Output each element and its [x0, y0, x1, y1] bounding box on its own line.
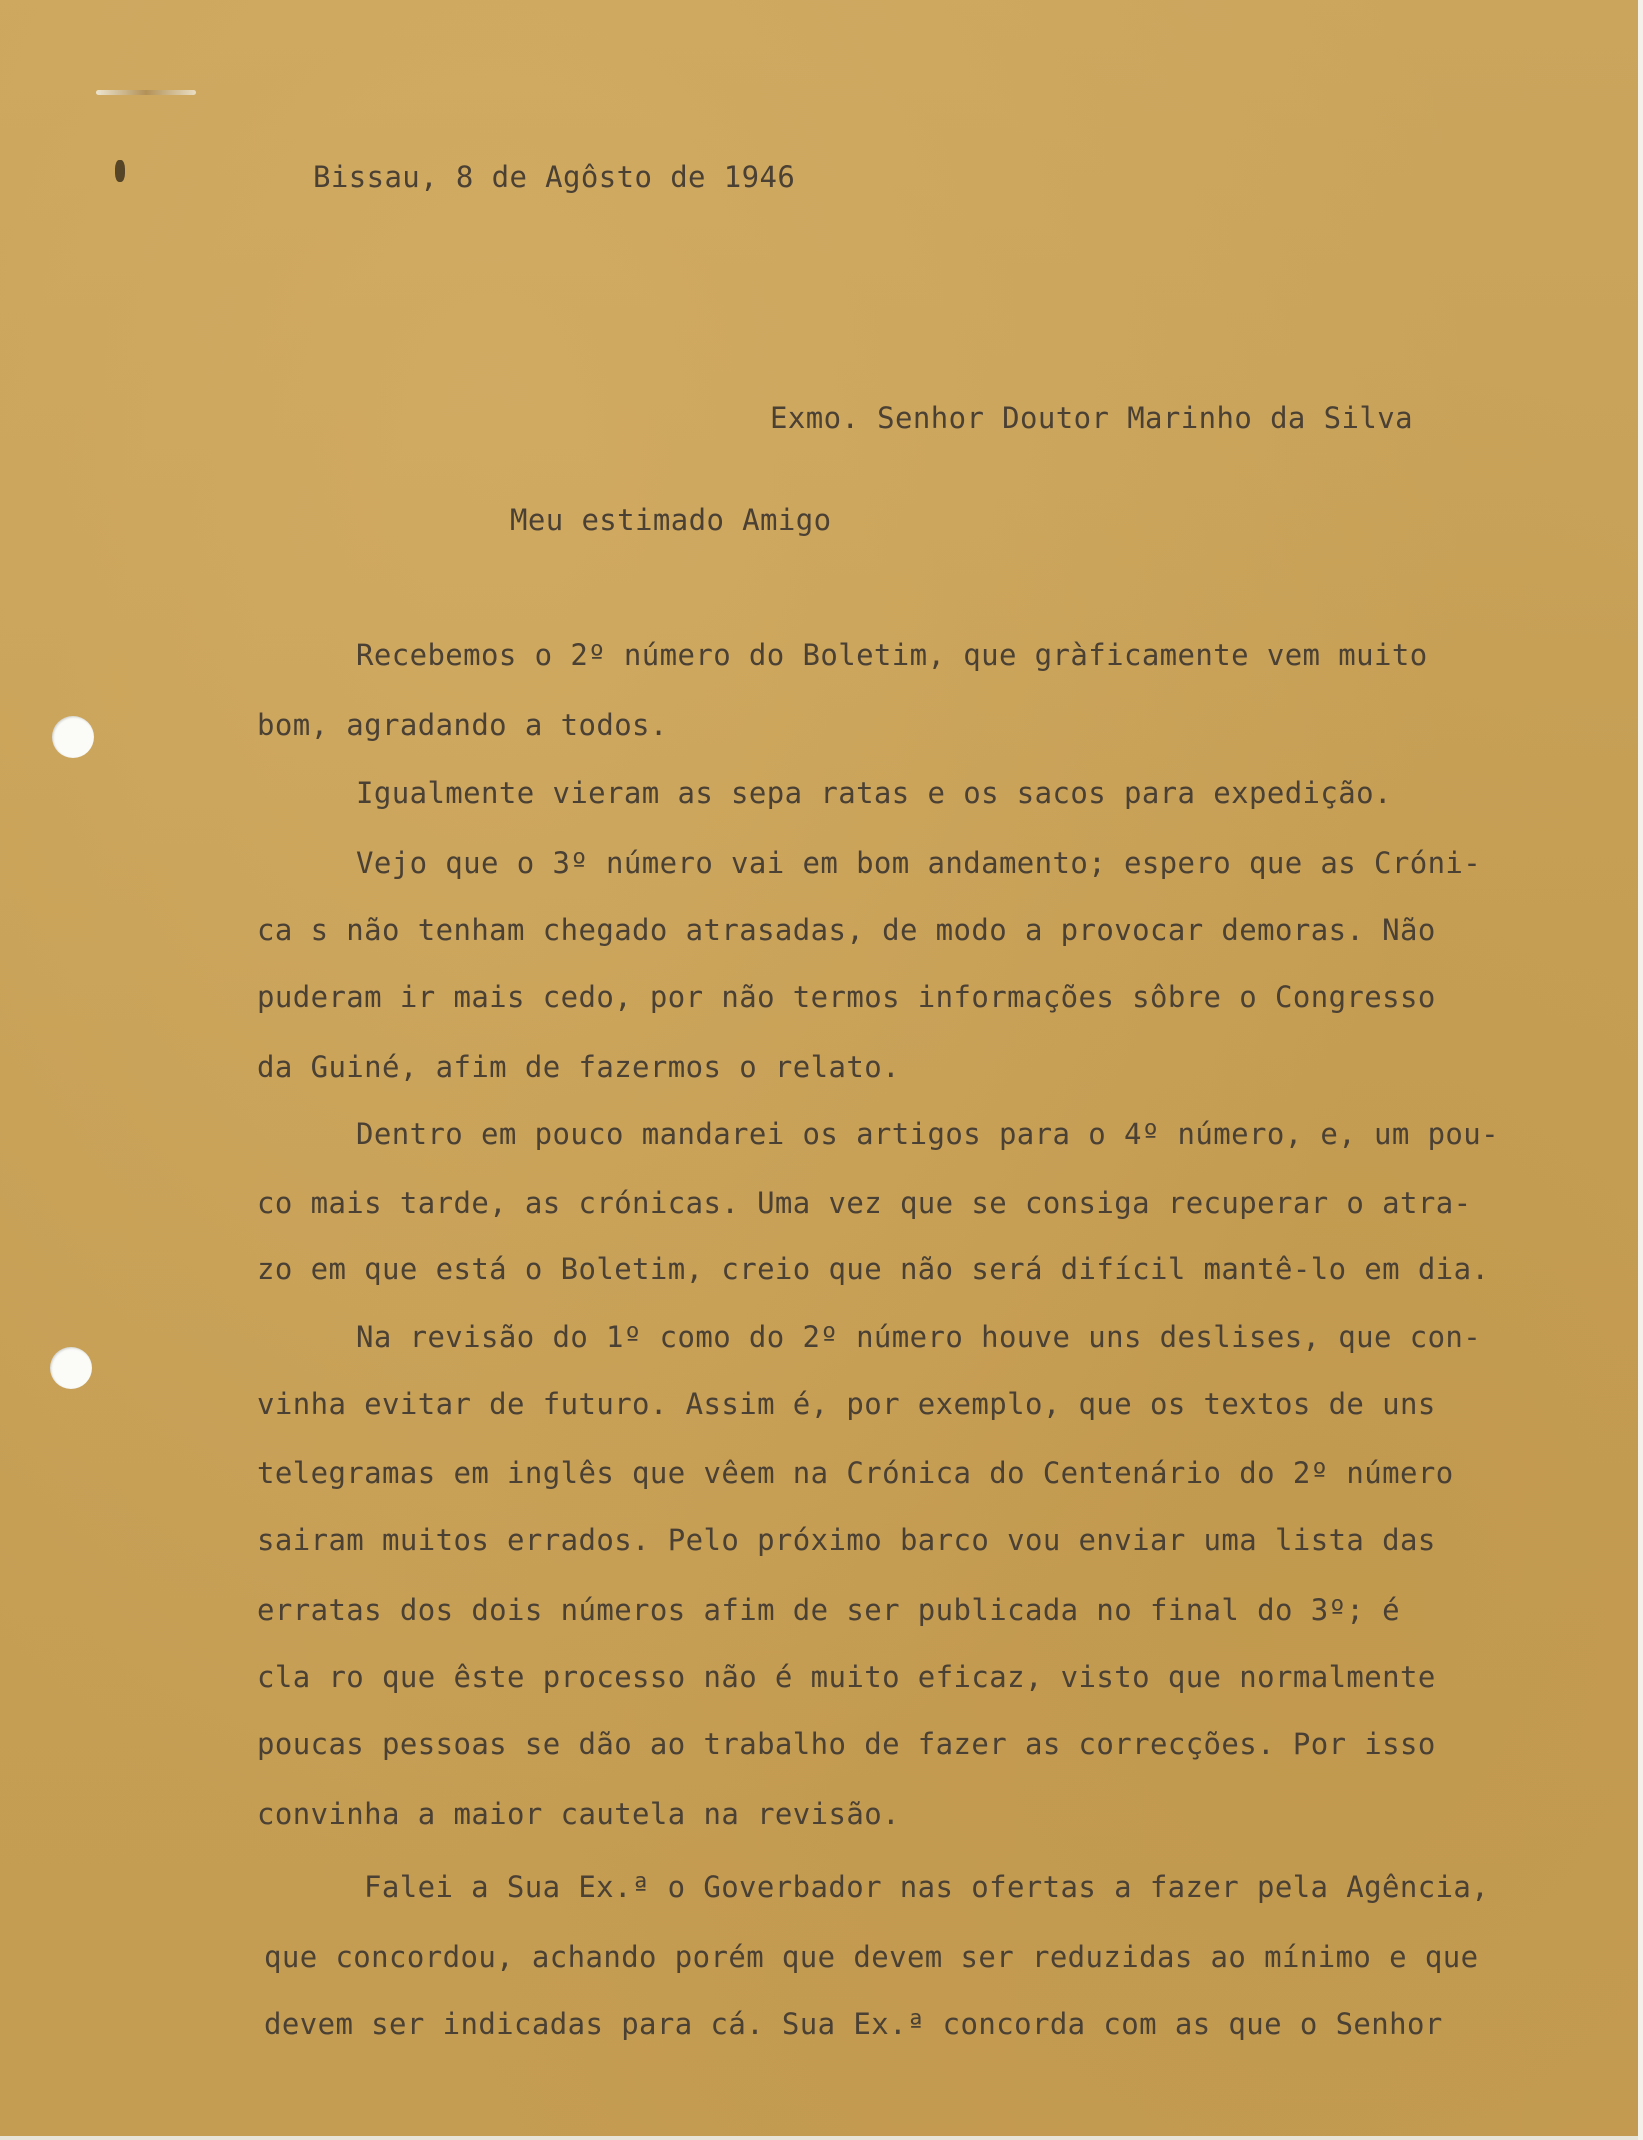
- fold-mark: [96, 90, 196, 95]
- body-line: co mais tarde, as crónicas. Uma vez que se consiga recuperar o atra-: [257, 1186, 1472, 1220]
- punch-hole-bottom: [50, 1347, 92, 1389]
- punch-hole-top: [52, 716, 94, 758]
- body-line: ca s não tenham chegado atrasadas, de modo a provocar demoras. Não: [257, 913, 1436, 947]
- body-line: convinha a maior cautela na revisão.: [257, 1797, 900, 1831]
- body-line: vinha evitar de futuro. Assim é, por exemplo, que os textos de uns: [257, 1387, 1436, 1421]
- ink-stain: [115, 160, 125, 182]
- body-line: Falei a Sua Ex.ª o Goverbador nas ofertas a fazer pela Agência,: [364, 1870, 1490, 1904]
- body-line: que concordou, achando porém que devem ser reduzidas ao mínimo e que: [264, 1940, 1479, 1974]
- body-line: Dentro em pouco mandarei os artigos para o 4º número, e, um pou-: [356, 1117, 1500, 1151]
- body-line: cla ro que êste processo não é muito eficaz, visto que normalmente: [257, 1660, 1436, 1694]
- body-line: bom, agradando a todos.: [257, 708, 668, 742]
- body-line: poucas pessoas se dão ao trabalho de fazer as correcções. Por isso: [257, 1727, 1436, 1761]
- body-line: erratas dos dois números afim de ser publicada no final do 3º; é: [257, 1593, 1401, 1627]
- body-line: puderam ir mais cedo, por não termos informações sôbre o Congresso: [257, 980, 1436, 1014]
- body-line: Vejo que o 3º número vai em bom andamento; espero que as Cróni-: [356, 846, 1482, 880]
- letter-addressee: Exmo. Senhor Doutor Marinho da Silva: [770, 401, 1413, 435]
- letter-date: Bissau, 8 de Agôsto de 1946: [313, 160, 796, 194]
- body-line: Na revisão do 1º como do 2º número houve uns deslises, que con-: [356, 1320, 1482, 1354]
- body-line: da Guiné, afim de fazermos o relato.: [257, 1050, 900, 1084]
- letter-salutation: Meu estimado Amigo: [510, 503, 832, 537]
- body-line: zo em que está o Boletim, creio que não será difícil mantê-lo em dia.: [257, 1252, 1490, 1286]
- body-line: telegramas em inglês que vêem na Crónica do Centenário do 2º número: [257, 1456, 1454, 1490]
- body-line: sairam muitos errados. Pelo próximo barco vou enviar uma lista das: [257, 1523, 1436, 1557]
- body-line: devem ser indicadas para cá. Sua Ex.ª concorda com as que o Senhor: [264, 2007, 1443, 2041]
- body-line: Recebemos o 2º número do Boletim, que gràficamente vem muito: [356, 638, 1428, 672]
- body-line: Igualmente vieram as sepa ratas e os sacos para expedição.: [356, 776, 1392, 810]
